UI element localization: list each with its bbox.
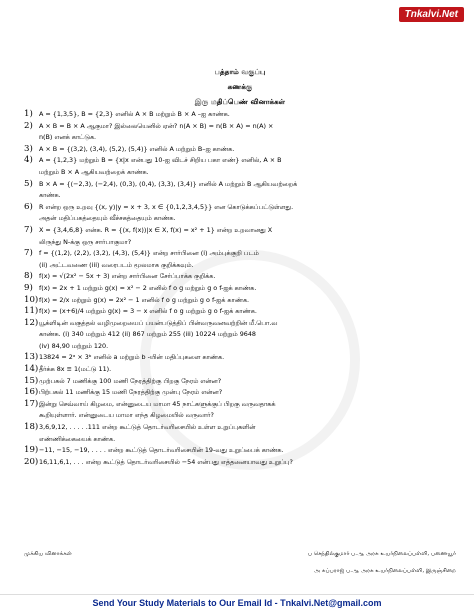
question-item [24,445,456,457]
site-logo: Tnkalvi.Net [399,7,464,22]
question-text: கூறியுள்ளார். என்னுடைய மாமா எந்த கிழமையில் வருவார்? [39,411,214,420]
question-text: f(x) = (x+6)/4 மற்றும் g(x) = 3 − x எனில் f o g மற்றும் g o f-ஐக் காண்க. [39,307,257,316]
question-item [24,155,456,178]
question-item [24,352,456,364]
question-text: f(x) = √(2x² − 5x + 3) என்ற சார்பினை சேர்ப்பாக்க குறிக்க. [39,272,216,281]
question-text: 13824 = 2ᵃ × 3ᵇ எனில் a மற்றும் b -யின் மதிப்புகளை காண்க. [39,353,225,362]
question-number: 8) [24,271,33,282]
question-text: 16,11,6,1, . . . என்ற கூட்டுத் தொடர்வரிசையில் −54 என்பது எத்தனையாவது உறுப்பு? [39,457,293,466]
question-item [24,248,456,271]
question-number: 1) [24,109,33,119]
question-item [24,283,456,295]
question-item [24,202,456,225]
question-number: 11) [24,306,39,317]
question-number: 20) [24,456,39,467]
question-text: 3,6,9,12, . . . . .111 என்ற கூட்டுத் தொடர்வரிசையில் உள்ள உறுப்புகளின் [39,423,256,432]
question-item [24,121,456,144]
question-item [24,376,456,388]
class-heading: பத்தாம் வகுப்பு [214,67,266,76]
question-item [24,364,456,376]
footer-credit-2 [24,568,456,575]
question-number: 6) [24,201,33,212]
question-item [24,179,456,202]
question-text: காண்க. (i) 340 மற்றும் 412 (ii) 867 மற்றும் 255 (iii) 10224 மற்றும் 9648 [39,330,256,339]
question-text: தீர்க்க 8x ≡ 1(மட்டு 11). [39,365,112,374]
question-item [24,318,456,353]
question-text: அதன் மதிப்பகத்தையும் வீச்சகத்தையும் காண்க. [39,214,176,223]
question-number: 15) [24,375,39,386]
question-item [24,144,456,156]
footer-credit-1 [24,551,456,558]
question-number: 3) [24,143,33,154]
credit-line-1: ப செந்தில்குமார் ப.ஆ அரசு உயர்நிலைப்பள்ளி, பணையூர் [307,551,456,557]
section-heading: இரு மதிப்பெண் வினாக்கள் [194,97,286,106]
question-text: இன்று செவ்வாய் கிழமை, என்னுடைய மாமா 45 நாட்களுக்குப் பிறகு வருவதாகக் [39,399,276,408]
question-number: 7) [24,224,33,235]
question-item [24,306,456,318]
question-item [24,225,456,248]
question-text: முற்பகல் 7 மணிக்கு 100 மணி நேரத்திற்கு பிறகு நேரம் என்ன? [39,376,222,385]
question-number: 9) [24,282,33,293]
question-text: R என்ற ஒரு உறவு {(x, y)|y = x + 3, x ∈ {0,1,2,3,4,5}} என கொடுக்கப்பட்டுள்ளது. [39,202,294,211]
question-item [24,295,456,307]
question-text: A × B = {(3,2), (3,4), (5,2), (5,4)} எனில் A மற்றும் B–ஐ காண்க. [39,144,235,153]
question-number: 18) [24,422,39,433]
question-text: எண்ணிக்கையைக் காண்க. [39,434,116,443]
subject-heading: கணக்கு [227,82,253,91]
question-number: 12) [24,317,39,328]
question-item [24,271,456,283]
question-text: f(x) = 2/x மற்றும் g(x) = 2x² − 1 எனில் f o g மற்றும் g o f-ஐக் காண்க. [39,295,250,304]
question-number: 2) [24,120,33,131]
question-item [24,109,456,121]
question-text: n(B) எனக் காட்டுக. [39,133,97,142]
question-item [24,457,456,469]
question-number: 16) [24,387,39,398]
question-number: 19) [24,445,39,456]
question-list [24,109,456,468]
footer-banner[interactable]: Send Your Study Materials to Our Email Id - Tnkalvi.Net@gmail.com [0,594,474,612]
question-text: பிற்பகல் 11 மணிக்கு 15 மணி நேரத்திற்கு முன்பு நேரம் என்ன? [39,388,223,397]
question-text: மற்றும் B × A ஆகியவற்றைக் காண்க. [39,167,149,176]
question-number: 4) [24,155,33,166]
question-number: 13) [24,352,39,363]
question-text: X = {3,4,6,8} என்க. R = {(x, f(x))|x ∈ X, f(x) = x² + 1} என்ற உறவானது X [39,225,273,234]
footer-left-text: முக்கிய வினாக்கள் [24,551,72,557]
question-number: 7) [24,248,33,259]
question-text: (ii) அட்டவணை (iii) வரைபடம் மூலமாக குறிக்கவும். [39,260,194,269]
question-text: யூக்ளிடின் வகுத்தல் வழிமுறையைப் பயன்படுத்திப் பின்வருவனவற்றின் மீ.பொ.வ [39,318,278,327]
question-text: காண்க. [39,191,61,200]
question-number: 14) [24,364,39,375]
question-text: (iv) 84,90 மற்றும் 120. [39,341,109,350]
question-text: A = {1,2,3} மற்றும் B = {x|x என்பது 10-ஐ விடச் சிறிய பகா எண்} எனில், A × B [39,156,282,165]
question-number: 17) [24,398,39,409]
question-text: A × B = B × A ஆகுமா? இல்லையெனில் ஏன்? n(A × B) = n(B × A) = n(A) × [39,121,274,130]
credit-line-2: அ சுப்பராஜ் ப.ஆ அரசு உயர்நிலைப்பள்ளி, இருஞ்சிறை [313,568,456,574]
document-body [24,64,456,468]
question-text: −11, −15, −19, . . . . என்ற கூட்டுத் தொடர்வரிசையின் 19-வது உறுப்பைக் காண்க. [39,446,284,455]
question-item [24,399,456,422]
question-text: லிருந்து N-க்கு ஒரு சார்பாகுமா? [39,237,132,246]
question-item [24,422,456,445]
question-text: B × A = {(−2,3), (−2,4), (0,3), (0,4), (3,3), (3,4)} எனில் A மற்றும் B ஆகியவற்றைக் [39,179,298,188]
question-number: 10) [24,294,39,305]
question-text: f = {(1,2), (2,2), (3,2), (4,3), (5,4)} என்ற சார்பினை (i) அம்புக்குறி படம் [39,249,259,258]
question-text: f(x) = 2x + 1 மற்றும் g(x) = x² − 2 எனில் f o g மற்றும் g o f-ஐக் காண்க. [39,283,257,292]
question-text: A = {1,3,5}, B = {2,3} எனில் A × B மற்றும் B × A –ஐ காண்க. [39,110,230,118]
question-number: 5) [24,178,33,189]
question-item [24,387,456,399]
